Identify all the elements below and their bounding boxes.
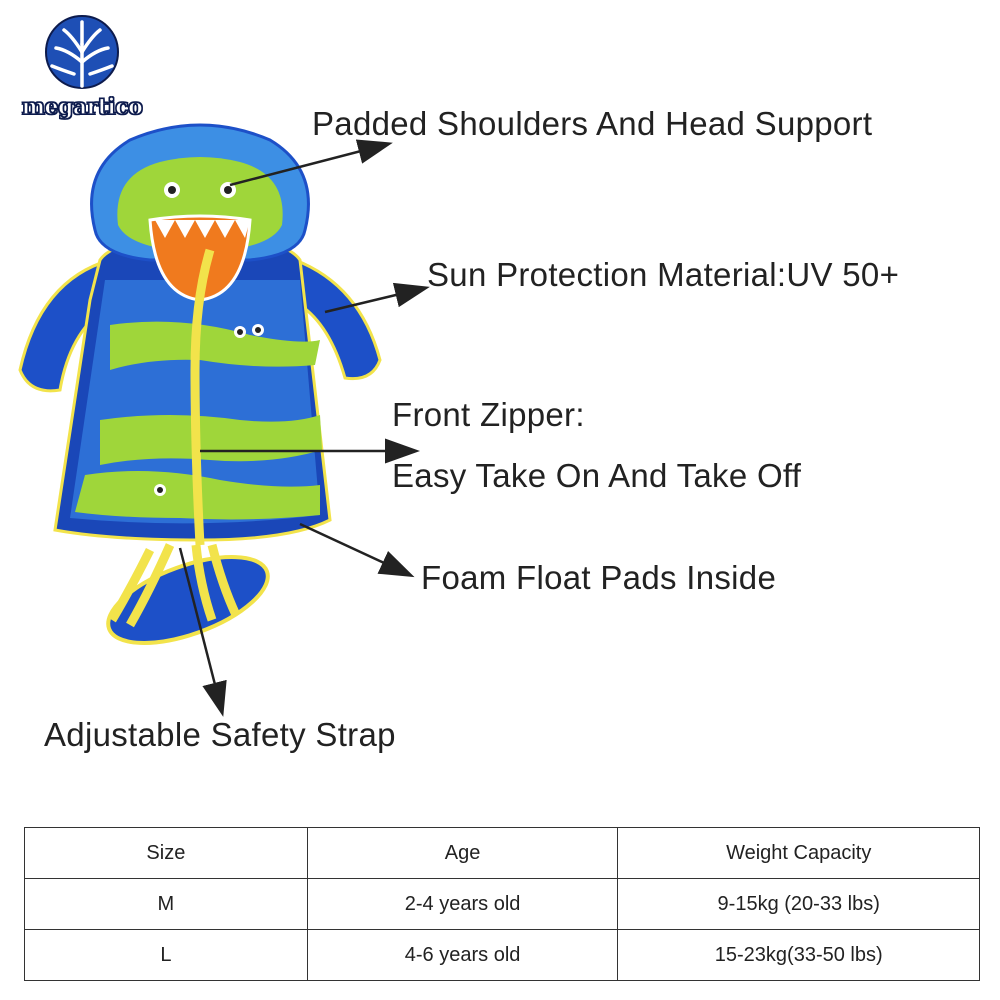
header-size: Size [25, 828, 308, 879]
cell-size: M [25, 879, 308, 930]
header-age: Age [307, 828, 618, 879]
cell-size: L [25, 930, 308, 981]
header-weight: Weight Capacity [618, 828, 980, 879]
brand-name: megartico [21, 94, 143, 120]
callout-shoulders: Padded Shoulders And Head Support [312, 105, 873, 142]
size-chart-table [24, 827, 980, 981]
callout-foam: Foam Float Pads Inside [421, 559, 777, 596]
crocodile-life-vest-illustration [0, 120, 400, 660]
brand-logo [16, 14, 148, 124]
table-row [25, 879, 980, 930]
table-row [25, 930, 980, 981]
callout-zipper-line2: Easy Take On And Take Off [392, 457, 802, 494]
cell-age: 2-4 years old [307, 879, 618, 930]
tree-in-circle-icon [44, 14, 120, 90]
callout-sun: Sun Protection Material:UV 50+ [427, 256, 900, 293]
callout-strap: Adjustable Safety Strap [44, 716, 396, 753]
cell-age: 4-6 years old [307, 930, 618, 981]
callout-zipper-line1: Front Zipper: [392, 396, 585, 433]
table-header-row [25, 828, 980, 879]
cell-weight: 9-15kg (20-33 lbs) [618, 879, 980, 930]
safety-strap-icon [97, 539, 278, 660]
cell-weight: 15-23kg(33-50 lbs) [618, 930, 980, 981]
